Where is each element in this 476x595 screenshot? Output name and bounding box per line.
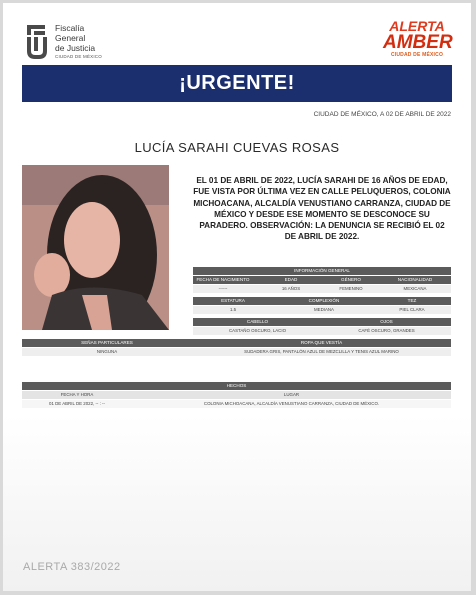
info-row1-header [193, 276, 451, 284]
header-skin: TEZ [407, 298, 417, 303]
amber-word-amber: AMBER [383, 32, 453, 53]
header-eyes: OJOS [380, 319, 393, 324]
facts-table-title: HECHOS [22, 382, 451, 390]
value-date-time: 01 DE ABRIL DE 2022, -- : -- [49, 401, 105, 406]
info-row4-header [22, 339, 451, 347]
header-hair: CABELLO [246, 319, 269, 324]
missing-person-photo [22, 165, 169, 330]
header-build: COMPLEXIÓN [308, 298, 340, 303]
case-description: EL 01 DE ABRIL DE 2022, LUCÍA SARAHI DE 16 AÑOS DE EDAD, FUE VISTA POR ÚLTIMA VEZ EN CALLE PELUQUEROS, COLONIA MICHOACANA, ALCALDÍA VENUSTIANO CARRANZA, CIUDAD DE MÉXICO Y DESDE ESE MOMENTO SE DESCONOCE SU PARADERO. OBSERVACIÓN: LA DENUNCIA SE RECIBIÓ EL 02 DE ABRIL DE 2022. [193, 176, 451, 242]
amber-word-alerta: ALERTA [389, 18, 445, 34]
value-gender: FEMENINO [339, 286, 363, 291]
value-marks: NINGUNA [96, 349, 118, 354]
institution-line-3: de Justicia [55, 43, 96, 53]
header-marks: SEÑAS PARTICULARES [81, 340, 133, 345]
alert-poster [3, 3, 471, 591]
value-place: COLONIA MICHOACANA, ALCALDÍA VENUSTIANO CARRANZA, CIUDAD DE MÉXICO. [203, 401, 380, 406]
info-row2-values [193, 306, 451, 314]
info-row1-values [193, 285, 451, 293]
fgj-logo-icon [23, 21, 49, 61]
header-gender: GÉNERO [341, 277, 361, 282]
header-height: ESTATURA [221, 298, 245, 303]
info-table-title: INFORMACIÓN GENERAL [193, 267, 451, 275]
info-row2-header [193, 297, 451, 305]
place-date: CIUDAD DE MÉXICO, A 02 DE ABRIL DE 2022 [313, 111, 451, 118]
value-height: 1.5 [229, 307, 237, 312]
facts-header-row [22, 391, 451, 399]
institution-line-1: Fiscalía [55, 23, 85, 33]
amber-city: CIUDAD DE MÉXICO [390, 52, 444, 58]
institution-line-2: General [55, 33, 86, 43]
header-date-time: FECHA Y HORA [60, 392, 94, 397]
header-nationality: NACIONALIDAD [397, 277, 433, 282]
missing-person-name: LUCÍA SARAHI CUEVAS ROSAS [134, 140, 340, 155]
alert-number: ALERTA 383/2022 [23, 561, 121, 573]
urgent-banner: ¡URGENTE! [22, 65, 452, 102]
value-build: MEDIANA [313, 307, 334, 312]
institution-city: CIUDAD DE MÉXICO [55, 54, 102, 59]
value-hair: CASTAÑO OSCURO, LACIO [228, 328, 286, 333]
value-skin: PIEL CLARA [399, 307, 425, 312]
alerta-amber-logo [383, 19, 451, 58]
info-row3-header [193, 318, 451, 326]
header-place: LUGAR [283, 392, 300, 397]
value-clothing: SUDADERA GRIS, PANTALÓN AZUL DE MEZCLILLA Y TENIS AZUL MARINO [244, 349, 399, 354]
info-row4-values [22, 348, 451, 356]
value-eyes: CAFÉ OSCURO, GRANDES [358, 328, 415, 333]
header-age: EDAD [284, 277, 298, 282]
institution-name [55, 23, 102, 61]
header-birthdate: FECHA DE NACIMIENTO [196, 277, 250, 282]
value-birthdate: ------ [218, 286, 228, 291]
value-nationality: MEXICANA [403, 286, 427, 291]
value-age: 16 AÑOS [281, 286, 301, 291]
facts-values-row [22, 400, 451, 408]
info-row3-values [193, 327, 451, 335]
header-clothing: ROPA QUE VESTÍA [300, 340, 343, 345]
